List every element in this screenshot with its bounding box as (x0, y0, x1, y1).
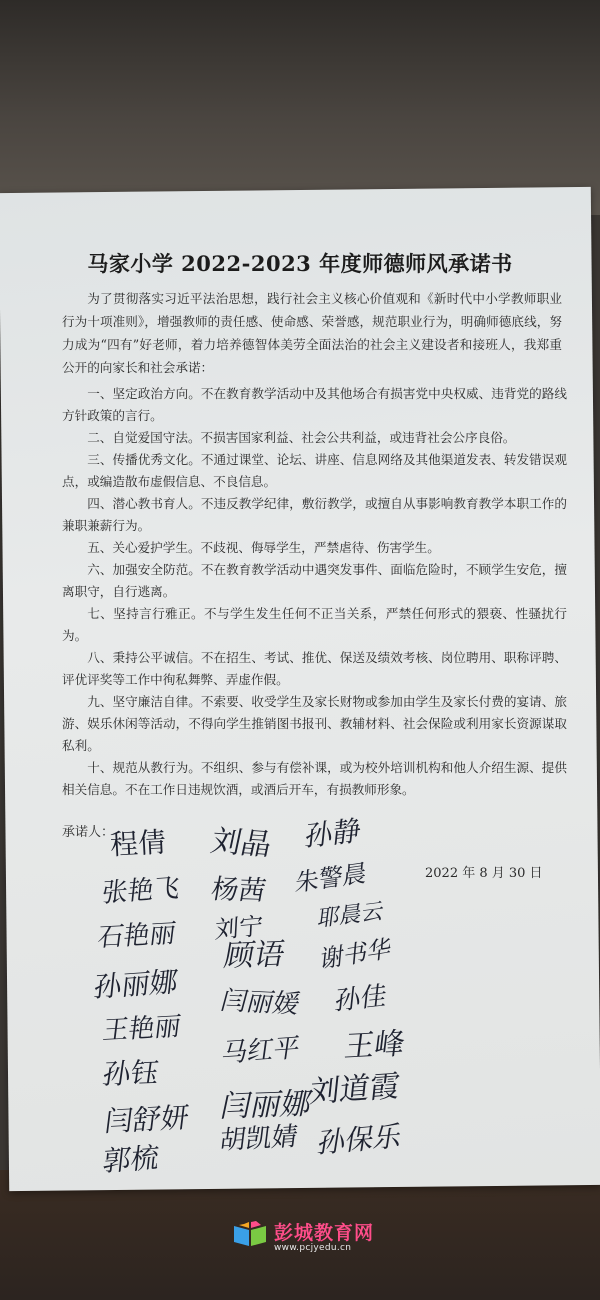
commitment-item: 一、坚定政治方向。不在教育教学活动中及其他场合有损害党中央权威、违背党的路线方针政策的言行。 (62, 386, 567, 423)
watermark-url: www.pcjyedu.cn (274, 1243, 352, 1253)
signature: 程倩 (109, 825, 167, 862)
commitment-item: 十、规范从教行为。不组织、参与有偿补课，或为校外培训机构和他人介绍生源、提供相关信息。不在工作日违规饮酒，或酒后开车，有损教师形象。 (62, 760, 567, 797)
signature: 孙钰 (100, 1055, 162, 1092)
signature: 胡凯婧 (217, 1121, 300, 1157)
document-date: 2022 年 8 月 30 日 (425, 866, 543, 881)
signature: 谢书华 (318, 934, 393, 975)
commitment-list (62, 383, 567, 801)
book-logo-icon (232, 1220, 268, 1248)
signature: 刘道霞 (307, 1068, 402, 1111)
commitment-item: 三、传播优秀文化。不通过课堂、论坛、讲座、信息网络及其他渠道发表、转发错误观点，或编造散布虚假信息、不良信息。 (62, 452, 567, 489)
signature: 张艳飞 (100, 873, 182, 909)
signature: 闫丽娜 (217, 1086, 315, 1125)
signature: 闫舒妍 (102, 1100, 191, 1139)
commitment-item: 八、秉持公平诚信。不在招生、考试、推优、保送及绩效考核、岗位聘用、职称评聘、评优评奖等工作中徇私舞弊、弄虚作假。 (62, 650, 567, 687)
signature: 杨茜 (208, 874, 269, 907)
watermark-name: 彭城教育网 (274, 1222, 375, 1244)
commitment-item: 四、潜心教书育人。不违反教学纪律，敷衍教学，或擅自从事影响教育教学本职工作的兼职兼薪行为。 (62, 496, 567, 533)
signature: 王艳丽 (100, 1011, 183, 1047)
site-watermark (232, 1218, 402, 1258)
signature: 孙丽娜 (92, 964, 180, 1005)
commitment-item: 六、加强安全防范。不在教育教学活动中遇突发事件、面临危险时，不顾学生安危，擅离职守，自行逃离。 (62, 562, 567, 599)
signatory-label: 承诺人： (62, 825, 115, 840)
signature: 孙保乐 (315, 1119, 405, 1160)
signature: 刘晶 (207, 824, 275, 863)
commitment-item: 七、坚持言行雅正。不与学生发生任何不正当关系，严禁任何形式的猥亵、性骚扰行为。 (62, 606, 567, 643)
signature: 孙佳 (333, 981, 389, 1018)
signature: 孙静 (303, 813, 363, 854)
signature: 郭梳 (101, 1140, 161, 1179)
intro-paragraph: 为了贯彻落实习近平法治思想，践行社会主义核心价值观和《新时代中小学教师职业行为十项准则》，增强教师的责任感、使命感、荣誉感，规范职业行为，明确师德底线，努力成为“四有”好老师，着力培养德智体美劳全面法治的社会主义建设者和接班人，我郑重公开的向家长和社会承诺： (62, 291, 562, 375)
signature: 耶晨云 (316, 898, 386, 933)
signature: 马红平 (219, 1033, 302, 1069)
commitment-item: 五、关心爱护学生。不歧视、侮辱学生，严禁虐待、伤害学生。 (87, 540, 440, 555)
commitment-item: 二、自觉爱国守法。不损害国家利益、社会公共利益，或违背社会公序良俗。 (87, 430, 516, 445)
signature: 石艳丽 (95, 918, 178, 954)
background-top (0, 0, 600, 215)
signature: 顾语 (221, 936, 288, 975)
signature: 闫丽媛 (217, 986, 304, 1020)
commitment-item: 九、坚守廉洁自律。不索要、收受学生及家长财物或参加由学生及家长付费的宴请、旅游、娱乐休闲等活动，不得向学生推销图书报刊、教辅材料、社会保险或利用家长资源谋取私利。 (62, 694, 567, 753)
signature: 王峰 (342, 1026, 407, 1065)
signature: 朱警晨 (294, 858, 368, 898)
document-title: 马家小学 2022-2023 年度师德师风承诺书 (87, 251, 513, 276)
signature: 刘宁 (214, 911, 264, 945)
